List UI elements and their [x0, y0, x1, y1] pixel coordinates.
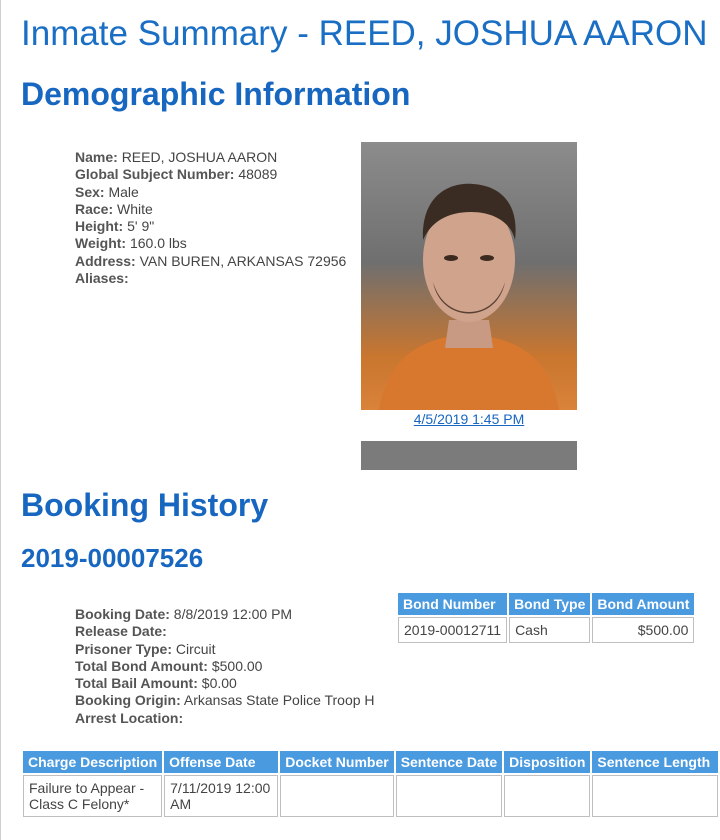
bond-type-cell: Cash: [509, 617, 590, 643]
second-photo-thumbnail[interactable]: [361, 441, 577, 470]
disposition-cell: [504, 775, 590, 817]
bond-amount-header[interactable]: Bond Amount: [592, 593, 694, 615]
bond-type-header[interactable]: Bond Type: [509, 593, 590, 615]
booking-info: [75, 606, 375, 727]
sentence-date-cell: [396, 775, 502, 817]
field-name: Name: REED, JOSHUA AARON: [75, 149, 278, 165]
field-height: Height: 5' 9": [75, 218, 155, 235]
bond-number-cell: 2019-00012711: [398, 617, 507, 643]
booking-history-heading: Booking History: [21, 487, 269, 523]
offense-date-header[interactable]: Offense Date: [164, 751, 278, 773]
offense-date-cell: 7/11/2019 12:00 AM: [164, 775, 278, 817]
left-border: [0, 0, 1, 840]
mugshot-photo[interactable]: [361, 142, 577, 410]
field-prisoner-type: Prisoner Type: Circuit: [75, 640, 216, 657]
disposition-header[interactable]: Disposition: [504, 751, 590, 773]
field-release-date: Release Date:: [75, 623, 167, 640]
sentence-length-header[interactable]: Sentence Length: [592, 751, 718, 773]
booking-number: 2019-00007526: [21, 543, 204, 573]
field-global-subject-number: Global Subject Number: 48089: [75, 166, 278, 183]
table-row: [398, 617, 694, 643]
photo-date-link[interactable]: 4/5/2019 1:45 PM: [413, 411, 525, 427]
field-address: Address: VAN BUREN, ARKANSAS 72956: [75, 252, 347, 269]
field-sex: Sex: Male: [75, 183, 139, 200]
field-arrest-location: Arrest Location:: [75, 709, 184, 726]
field-booking-origin: Booking Origin: Arkansas State Police Troop H: [75, 692, 375, 709]
field-total-bail-amount: Total Bail Amount: $0.00: [75, 675, 237, 692]
charge-description-header[interactable]: Charge Description: [23, 751, 162, 773]
field-aliases: Aliases:: [75, 270, 129, 287]
bond-table: [396, 591, 696, 645]
charge-table-container: [21, 749, 720, 825]
person-silhouette-icon: [361, 142, 577, 410]
charge-description-cell: Failure to Appear - Class C Felony*: [23, 775, 162, 817]
field-race: Race: White: [75, 200, 153, 217]
field-booking-date: Booking Date: 8/8/2019 12:00 PM: [75, 606, 293, 622]
bond-number-header[interactable]: Bond Number: [398, 593, 507, 615]
field-weight: Weight: 160.0 lbs: [75, 235, 187, 252]
charge-table: [21, 749, 720, 819]
page-title: Inmate Summary - REED, JOSHUA AARON: [21, 14, 708, 53]
sentence-length-cell: [592, 775, 718, 817]
docket-number-header[interactable]: Docket Number: [280, 751, 393, 773]
demographic-info: [75, 149, 346, 287]
table-row: [23, 775, 718, 817]
sentence-date-header[interactable]: Sentence Date: [396, 751, 502, 773]
demographic-heading: Demographic Information: [21, 76, 411, 112]
docket-number-cell: [280, 775, 393, 817]
field-total-bond-amount: Total Bond Amount: $500.00: [75, 657, 263, 674]
bond-amount-cell: $500.00: [592, 617, 694, 643]
